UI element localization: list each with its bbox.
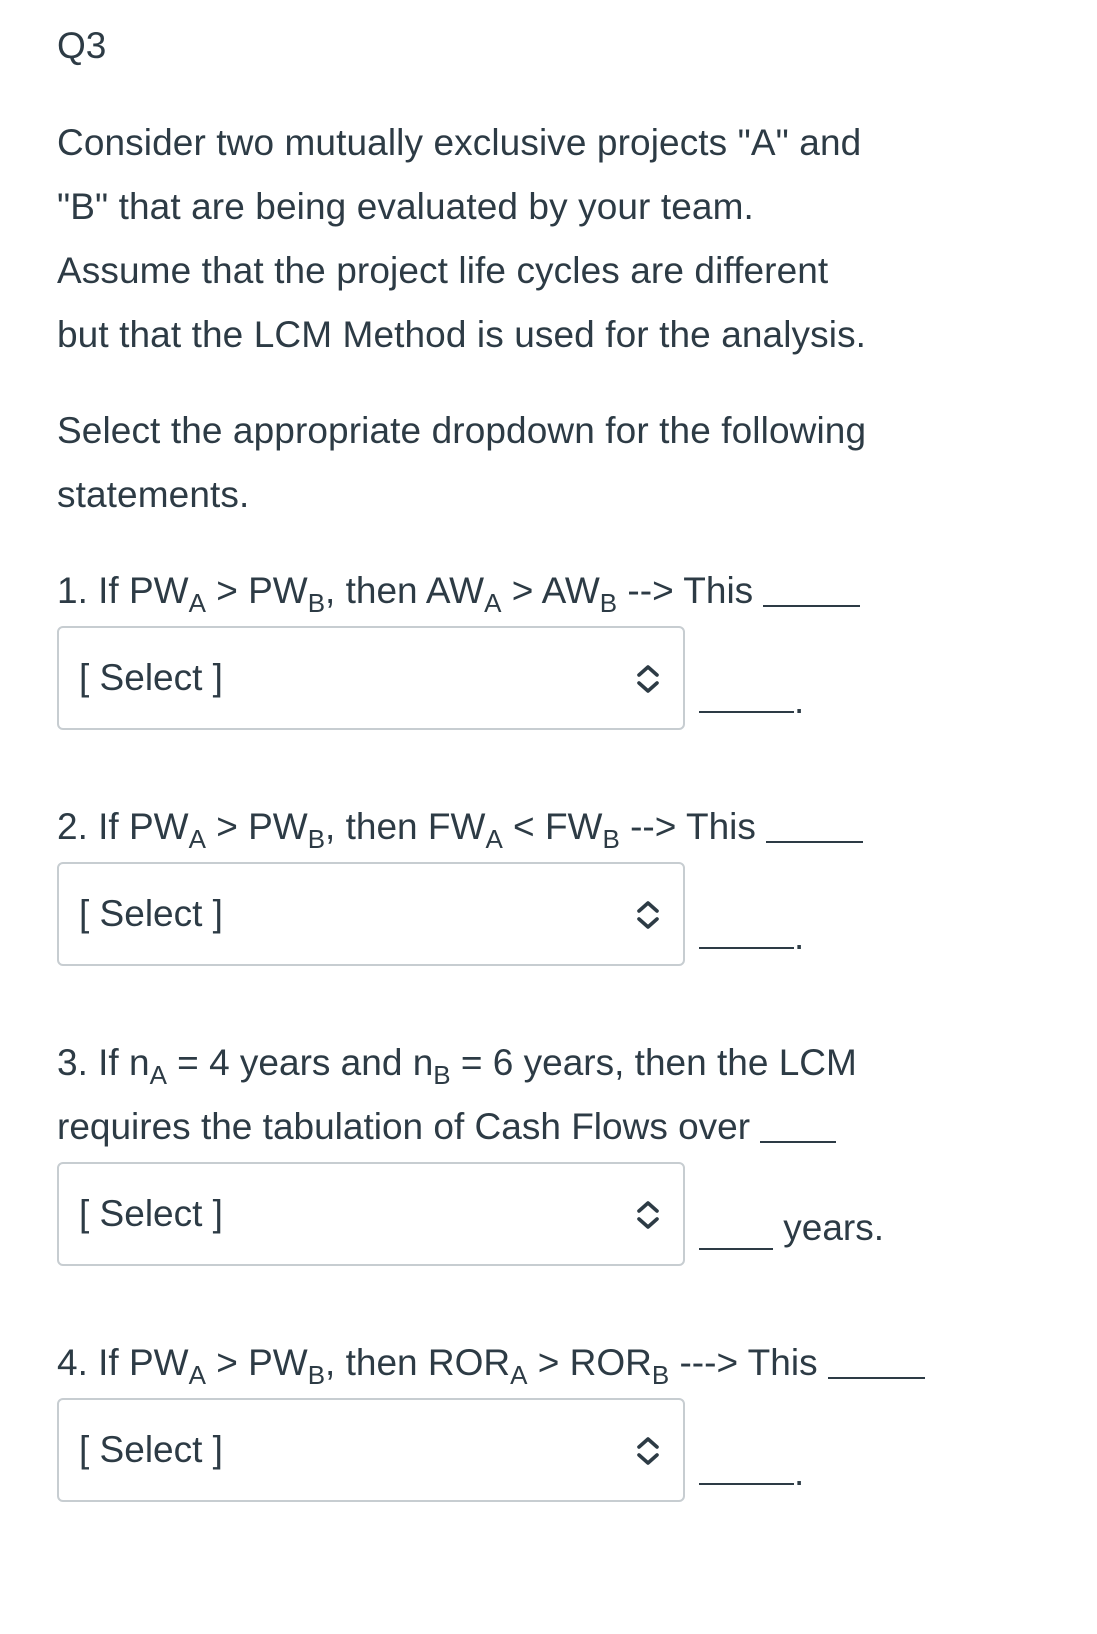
chevron-up-down-icon [635, 1197, 661, 1233]
statement-text: , then AW [325, 570, 485, 611]
statement-3-after [699, 1202, 884, 1254]
statement-text: --> This [617, 570, 754, 611]
question-intro: Consider two mutually exclusive projects "A" and "B" that are being evaluated by your team. Assume that the project life cycles are different but that the LCM Method is used for the analysis. [57, 122, 867, 355]
blank-line [699, 1247, 773, 1250]
statement-text: 1. If PW [57, 570, 189, 611]
subscript: A [510, 1360, 528, 1390]
blank-line [699, 710, 794, 713]
dropdown-statement-4[interactable] [57, 1398, 685, 1502]
dropdown-statement-1[interactable] [57, 626, 685, 730]
subscript: A [149, 1060, 167, 1090]
blank-line [763, 604, 860, 607]
blank-line [760, 1140, 836, 1143]
statement-text: requires the tabulation of Cash Flows over [57, 1106, 751, 1147]
subscript: B [307, 588, 326, 618]
statement-text: . [794, 1452, 805, 1493]
statement-text: --> This [619, 806, 756, 847]
blank-line [766, 840, 863, 843]
chevron-up-down-icon [635, 661, 661, 697]
subscript: A [188, 1360, 206, 1390]
statement-1 [57, 559, 860, 623]
statement-2 [57, 795, 863, 859]
subscript: B [599, 588, 618, 618]
subscript: B [602, 824, 620, 854]
subscript: B [307, 824, 326, 854]
statement-text: . [794, 916, 805, 957]
dropdown-value: [ Select ] [79, 893, 223, 934]
dropdown-statement-2[interactable] [57, 862, 685, 966]
subscript: B [433, 1060, 451, 1090]
statement-text: 4. If PW [57, 1342, 189, 1383]
subscript: A [485, 824, 503, 854]
statement-text: = 4 years and n [166, 1042, 434, 1083]
statement-2-after [699, 911, 804, 963]
statement-3 [57, 1031, 857, 1095]
blank-line [699, 1482, 794, 1485]
subscript: A [484, 588, 502, 618]
statement-text: 3. If n [57, 1042, 150, 1083]
subscript: B [651, 1360, 670, 1390]
statement-text: > PW [205, 1342, 308, 1383]
statement-text: . [794, 680, 805, 721]
statement-text: = 6 years, then the LCM [450, 1042, 857, 1083]
statement-text: , then ROR [325, 1342, 511, 1383]
subscript: A [188, 588, 206, 618]
statement-text: , then FW [325, 806, 486, 847]
question-instruction: Select the appropriate dropdown for the following statements. [57, 410, 867, 515]
statement-text: > PW [205, 570, 308, 611]
dropdown-statement-3[interactable] [57, 1162, 685, 1266]
chevron-up-down-icon [635, 1433, 661, 1469]
dropdown-value: [ Select ] [79, 1193, 223, 1234]
blank-line [828, 1376, 925, 1379]
statement-1-after [699, 675, 804, 727]
dropdown-value: [ Select ] [79, 657, 223, 698]
chevron-up-down-icon [635, 897, 661, 933]
subscript: B [307, 1360, 326, 1390]
statement-text: > ROR [527, 1342, 652, 1383]
statement-4-after [699, 1447, 804, 1499]
statement-3-line-2 [57, 1095, 836, 1159]
statement-text: years. [773, 1207, 885, 1248]
question-number: Q3 [57, 25, 107, 66]
statement-text: < FW [502, 806, 603, 847]
statement-text: 2. If PW [57, 806, 189, 847]
statement-4 [57, 1331, 925, 1395]
dropdown-value: [ Select ] [79, 1429, 223, 1470]
statement-text: > PW [205, 806, 308, 847]
statement-text: ---> This [669, 1342, 818, 1383]
statement-text: > AW [501, 570, 600, 611]
blank-line [699, 946, 794, 949]
subscript: A [188, 824, 206, 854]
